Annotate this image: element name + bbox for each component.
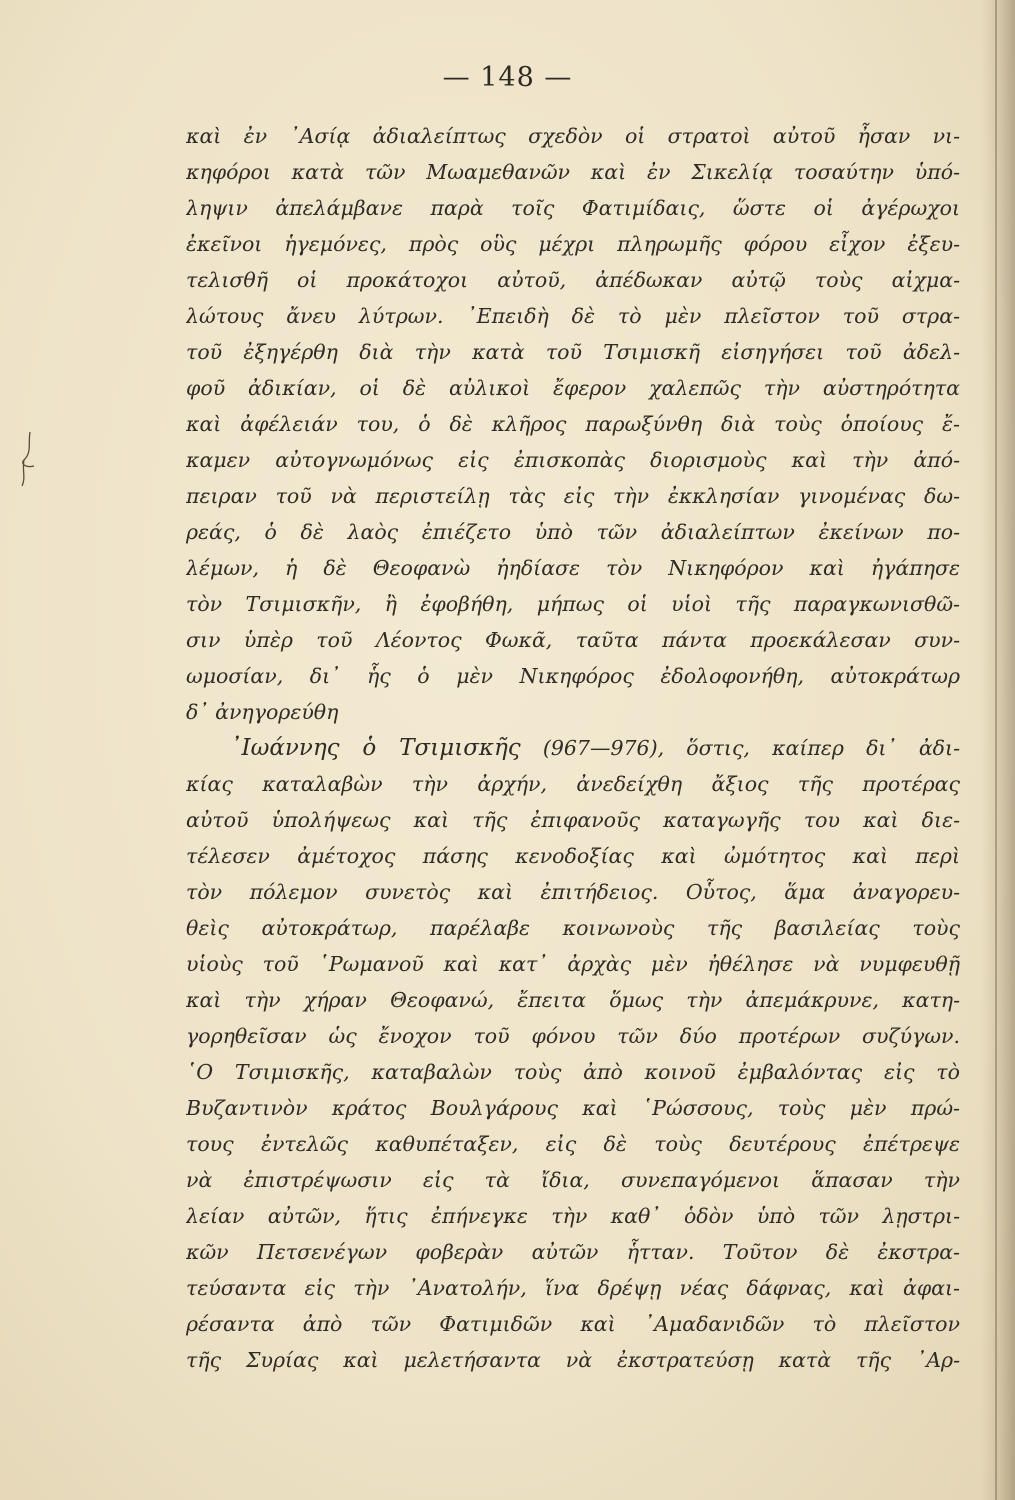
text-line: καὶ ἐν ᾽Ασίᾳ ἀδιαλείπτως σχεδὸν οἱ στρατοὶ αὐτοῦ ἦσαν νι- — [186, 124, 960, 148]
text-line: θεὶς αὐτοκράτωρ, παρέλαβε κοινωνοὺς τῆς βασιλείας τοὺς — [186, 916, 960, 940]
text-line: τὸν Τσιμισκῆν, ἢ ἐφοβήθη, μήπως οἱ υἱοὶ τῆς παραγκωνισθῶ- — [186, 592, 960, 616]
text-line: υἱοὺς τοῦ ῾Ρωμανοῦ καὶ κατ᾽ ἀρχὰς μὲν ἠθέλησε νὰ νυμφευθῇ — [186, 952, 960, 976]
text-line: τὸν πόλεμον συνετὸς καὶ ἐπιτήδειος. Οὗτος, ἅμα ἀναγορευ- — [186, 880, 960, 904]
text-line: νὰ ἐπιστρέψωσιν εἰς τὰ ἴδια, συνεπαγόμενοι ἅπασαν τὴν — [186, 1168, 960, 1192]
text-line: ρεάς, ὁ δὲ λαὸς ἐπιέζετο ὑπὸ τῶν ἀδιαλείπτων ἐκείνων πο- — [186, 520, 960, 544]
text-line: τεύσαντα εἰς τὴν ᾽Ανατολήν, ἵνα δρέψῃ νέας δάφνας, καὶ ἀφαι- — [186, 1276, 960, 1300]
text-line: σιν ὑπὲρ τοῦ Λέοντος Φωκᾶ, ταῦτα πάντα προεκάλεσαν συν- — [186, 628, 960, 652]
text-line: φοῦ ἀδικίαν, οἱ δὲ αὐλικοὶ ἔφερον χαλεπῶς τὴν αὐστηρότητα — [186, 376, 960, 400]
emperor-name: ᾽Ιωάννης ὁ Τσιμισκῆς — [230, 735, 521, 761]
page-number: — 148 — — [442, 62, 573, 93]
spine-fold — [995, 0, 997, 1500]
text-line: ληψιν ἀπελάμβανε παρὰ τοῖς Φατιμίδαις, ὥστε οἱ ἀγέρωχοι — [186, 196, 960, 220]
text-line: ρέσαντα ἀπὸ τῶν Φατιμιδῶν καὶ ᾽Αμαδανιδῶν τὸ πλεῖστον — [186, 1312, 960, 1336]
text-line: Βυζαντινὸν κράτος Βουλγάρους καὶ ῾Ρώσσους, τοὺς μὲν πρώ- — [186, 1096, 960, 1120]
paragraph-start-rest: (967—976), ὅστις, καίπερ δι᾽ ἀδι- — [520, 736, 960, 760]
text-line: κῶν Πετσενέγων φοβερὰν αὐτῶν ἧτταν. Τοῦτον δὲ ἐκστρα- — [186, 1240, 960, 1264]
body-text — [186, 118, 960, 1378]
text-line: καὶ ἀφέλειάν του, ὁ δὲ κλῆρος παρωξύνθη διὰ τοὺς ὁποίους ἔ- — [186, 412, 960, 436]
text-line: λέμων, ἡ δὲ Θεοφανὼ ἠηδίασε τὸν Νικηφόρον καὶ ἠγάπησε — [186, 556, 960, 580]
text-line: ῾Ο Τσιμισκῆς, καταβαλὼν τοὺς ἀπὸ κοινοῦ ἐμβαλόντας εἰς τὸ — [186, 1060, 960, 1084]
spine-shadow — [981, 0, 1015, 1500]
text-line: πειραν τοῦ νὰ περιστείλῃ τὰς εἰς τὴν ἐκκλησίαν γινομένας δω- — [186, 484, 960, 508]
text-line: τοῦ ἐξηγέρθη διὰ τὴν κατὰ τοῦ Τσιμισκῆ εἰσηγήσει τοῦ ἀδελ- — [186, 340, 960, 364]
text-line: καὶ τὴν χήραν Θεοφανώ, ἔπειτα ὅμως τὴν ἀπεμάκρυνε, κατη- — [186, 988, 960, 1012]
text-line: τους ἐντελῶς καθυπέταξεν, εἰς δὲ τοὺς δευτέρους ἐπέτρεψε — [186, 1132, 960, 1156]
text-line: τῆς Συρίας καὶ μελετήσαντα νὰ ἐκστρατεύσῃ κατὰ τῆς ᾽Αρ- — [186, 1348, 960, 1372]
text-line: ωμοσίαν, δι᾽ ἧς ὁ μὲν Νικηφόρος ἐδολοφονήθη, αὐτοκράτωρ — [186, 664, 960, 688]
text-line: κίας καταλαβὼν τὴν ἀρχήν, ἀνεδείχθη ἄξιος τῆς προτέρας — [186, 772, 960, 796]
text-line: δ᾽ ἀνηγορεύθη — [186, 700, 339, 724]
paragraph-start-line — [186, 730, 960, 766]
text-line: γορηθεῖσαν ὡς ἔνοχον τοῦ φόνου τῶν δύο προτέρων συζύγων. — [186, 1024, 960, 1048]
text-line: τελισθῆ οἱ προκάτοχοι αὐτοῦ, ἀπέδωκαν αὐτῷ τοὺς αἰχμα- — [186, 268, 960, 292]
text-line: αὐτοῦ ὑπολήψεως καὶ τῆς ἐπιφανοῦς καταγωγῆς του καὶ διε- — [186, 808, 960, 832]
text-line: λείαν αὐτῶν, ἥτις ἐπήνεγκε τὴν καθ᾽ ὁδὸν ὑπὸ τῶν λῃστρι- — [186, 1204, 960, 1228]
text-line: καμεν αὐτογνωμόνως εἰς ἐπισκοπὰς διορισμοὺς καὶ τὴν ἀπό- — [186, 448, 960, 472]
text-line: λώτους ἄνευ λύτρων. ᾽Επειδὴ δὲ τὸ μὲν πλεῖστον τοῦ στρα- — [186, 304, 960, 328]
text-line: κηφόροι κατὰ τῶν Μωαμεθανῶν καὶ ἐν Σικελίᾳ τοσαύτην ὑπό- — [186, 160, 960, 184]
text-line: ἐκεῖνοι ἡγεμόνες, πρὸς οὓς μέχρι πληρωμῆς φόρου εἶχον ἐξευ- — [186, 232, 960, 256]
margin-pencil-mark-icon — [12, 428, 42, 488]
text-line: τέλεσεν ἀμέτοχος πάσης κενοδοξίας καὶ ὠμότητος καὶ περὶ — [186, 844, 960, 868]
